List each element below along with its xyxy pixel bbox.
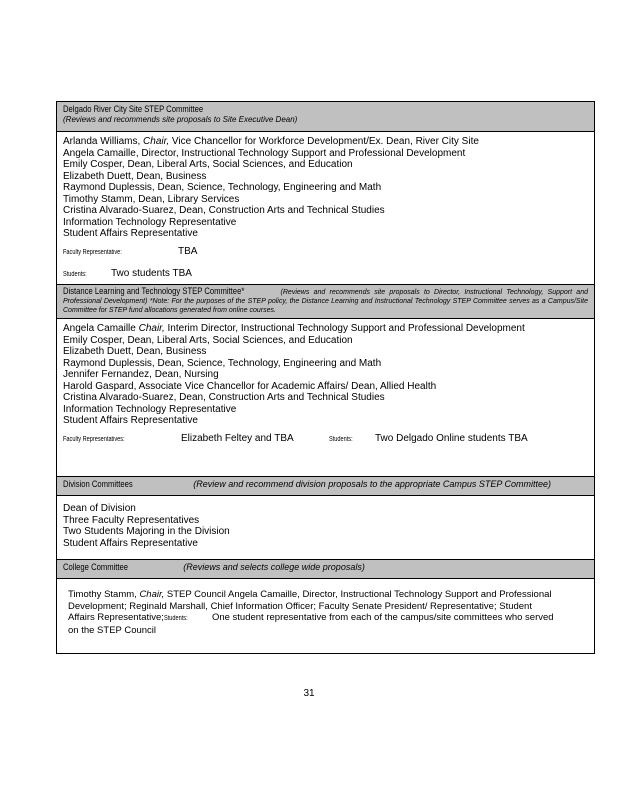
representatives-row: [63, 433, 588, 446]
member-line: Emily Cosper, Dean, Liberal Arts, Social Sciences, and Education: [63, 334, 353, 346]
member-line: Raymond Duplessis, Dean, Science, Technology, Engineering and Math: [63, 357, 382, 369]
section-title: Division Committees: [63, 479, 133, 489]
member-line: Cristina Alvarado-Suarez, Dean, Construction Arts and Technical Studies: [63, 392, 385, 403]
member-line: Elizabeth Duett, Dean, Business: [63, 346, 207, 357]
students-value: One student representative from each of the campus/site committees who served: [211, 612, 554, 623]
section-body-college: [57, 579, 594, 653]
member-line: Elizabeth Duett, Dean, Business: [63, 170, 207, 182]
section-title: College Committee: [63, 562, 129, 572]
member-line: Angela Camaille, Director, Instructional Technology Support and Professional Development: [63, 147, 466, 159]
page-number: 31: [303, 688, 315, 699]
committee-table: [56, 101, 595, 654]
section-note: (Review and recommend division proposals to the appropriate Campus STEP Committee): [193, 479, 552, 489]
section-header-division: [57, 477, 594, 496]
member-line: Harold Gaspard, Associate Vice Chancellor for Academic Affairs/ Dean, Allied Health: [63, 380, 437, 392]
member-line: Student Affairs Representative: [63, 415, 198, 426]
college-text-line: Affairs Representative;Students: One student representative from each of the campus/site committees who served: [68, 612, 554, 623]
college-text-line: Development; Reginald Marshall, Chief Information Officer; Faculty Senate President/ Representative; Student: [68, 600, 532, 612]
students-label: Students:: [163, 615, 188, 622]
section-body-division: [57, 496, 594, 560]
member-line: Information Technology Representative: [63, 216, 237, 228]
member-line: Cristina Alvarado-Suarez, Dean, Construction Arts and Technical Studies: [63, 205, 385, 216]
section-title: Distance Learning and Technology STEP Committee*: [63, 286, 245, 296]
section-note: Distance Learning and Technology STEP Committee* (Reviews and recommends site proposals to Director, Instructional Technology, Support and Professional Development) *Note: For the purposes of the STEP policy, the Distance Learning and Instructional Technology STEP Committee serves as a Campus/Site Committee for STEP fund allocations generated from online courses.: [63, 286, 588, 314]
section-header-distance-learning: [57, 285, 594, 319]
faculty-label: Faculty Representative:: [63, 248, 122, 256]
faculty-label: Faculty Representatives:: [63, 435, 125, 443]
students-value: Two Delgado Online students TBA: [375, 432, 528, 444]
member-line: Two Students Majoring in the Division: [63, 526, 230, 537]
faculty-representative-row: [63, 246, 588, 259]
faculty-value: Elizabeth Feltey and TBA: [181, 432, 294, 444]
students-row: [63, 268, 588, 281]
member-line: Timothy Stamm, Dean, Library Services: [63, 193, 240, 205]
section-note: (Reviews and selects college wide proposals): [183, 562, 365, 572]
member-line: Arlanda Williams, Chair, Vice Chancellor for Workforce Development/Ex. Dean, River City Site: [63, 136, 479, 147]
section-title: Delgado River City Site STEP Committee: [63, 104, 204, 114]
member-line: Emily Cosper, Dean, Liberal Arts, Social Sciences, and Education: [63, 159, 353, 170]
college-text-line: on the STEP Council: [68, 624, 157, 636]
member-line: Three Faculty Representatives: [63, 514, 200, 526]
section-body-river-city: [57, 132, 594, 285]
member-line: Angela Camaille Chair, Interim Director, Instructional Technology Support and Professional Development: [63, 323, 525, 334]
member-line: Jennifer Fernandez, Dean, Nursing: [63, 369, 219, 380]
section-header-college: [57, 560, 594, 579]
college-text-line: Timothy Stamm, Chair, STEP Council Angela Camaille, Director, Instructional Technology Support and Professional: [68, 589, 552, 600]
students-label: Students:: [63, 271, 87, 278]
section-body-distance-learning: [57, 319, 594, 477]
member-line: Information Technology Representative: [63, 403, 237, 415]
faculty-value: TBA: [178, 245, 198, 257]
member-line: Student Affairs Representative: [63, 537, 198, 549]
section-note: (Reviews and recommends site proposals to Site Executive Dean): [63, 115, 298, 124]
member-line: Student Affairs Representative: [63, 228, 198, 239]
students-value: Two students TBA: [111, 268, 192, 279]
students-label: Students:: [329, 435, 353, 443]
section-header-river-city: [57, 102, 594, 132]
member-line: Raymond Duplessis, Dean, Science, Technology, Engineering and Math: [63, 182, 382, 193]
member-line: Dean of Division: [63, 503, 136, 514]
